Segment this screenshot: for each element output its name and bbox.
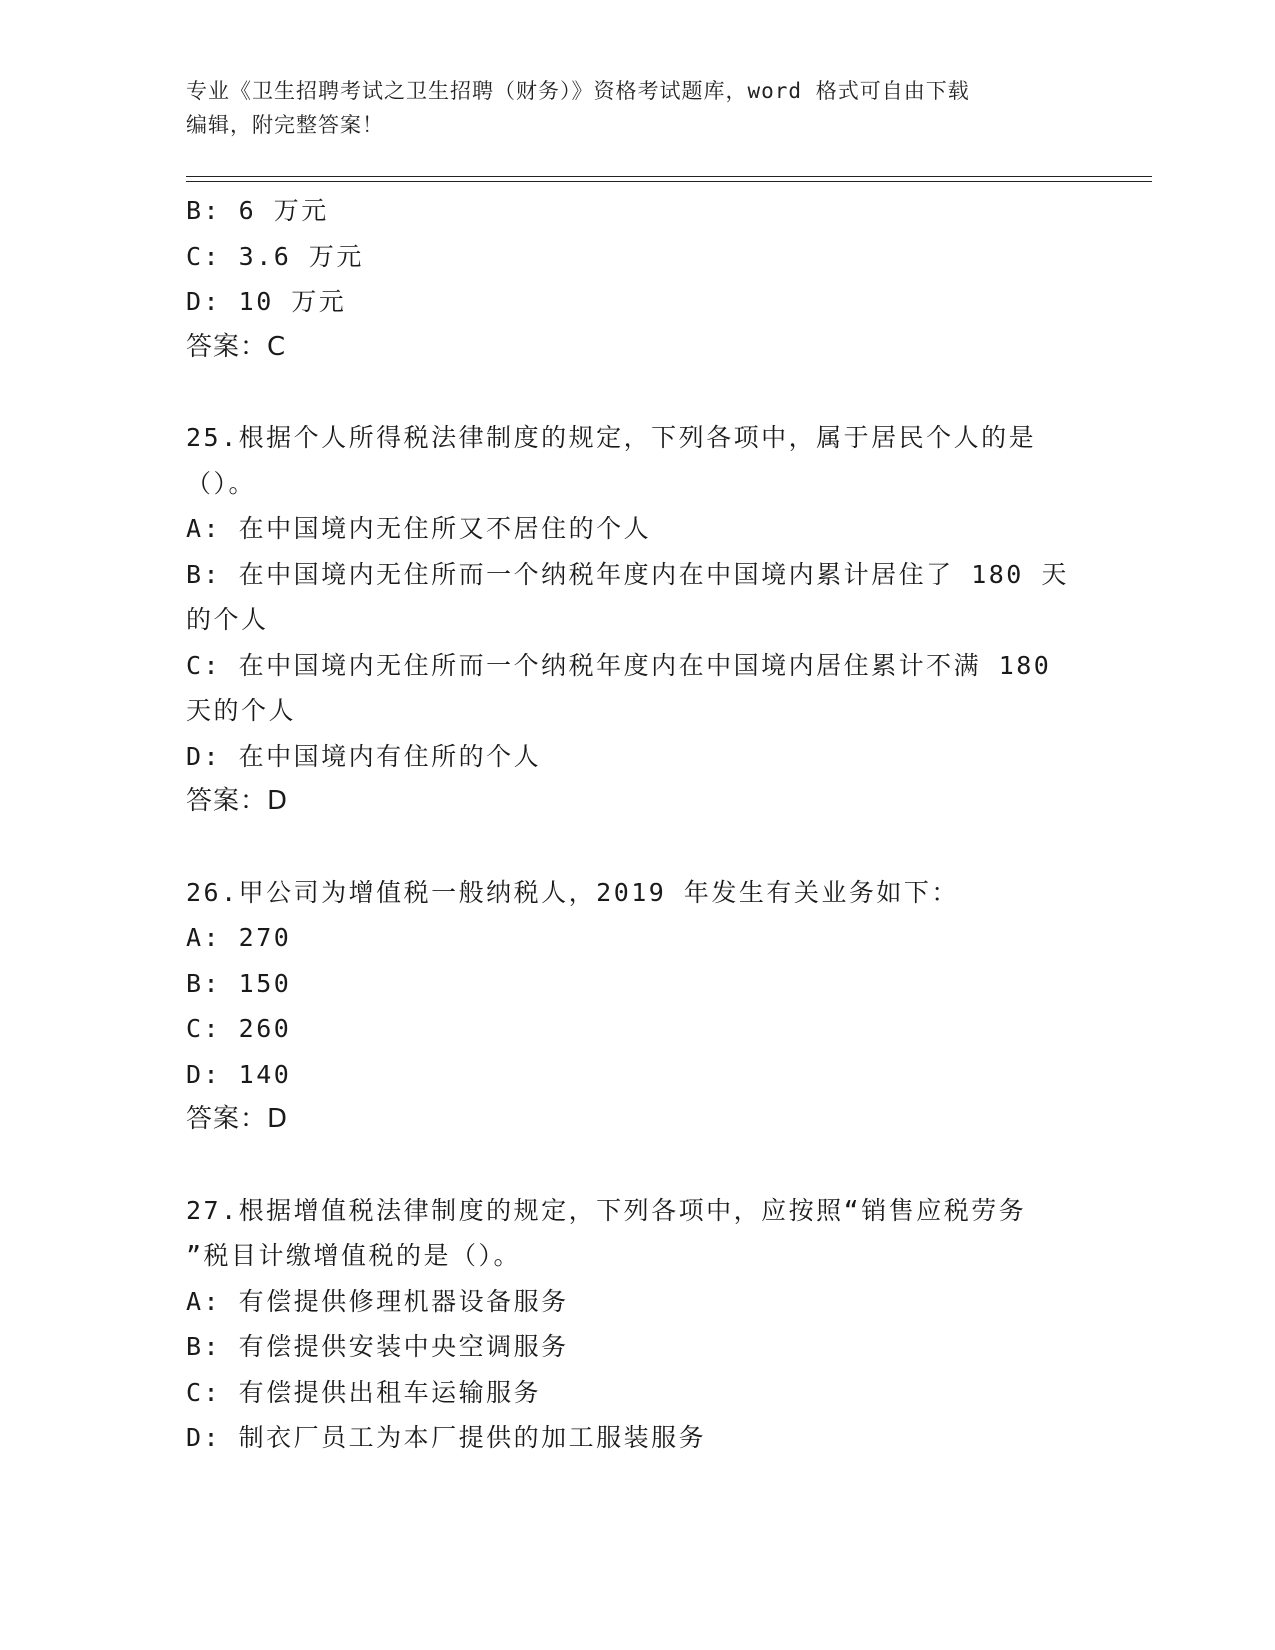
option-d: D: 在中国境内有住所的个人 <box>186 741 542 771</box>
question-stem-line-1: 25.根据个人所得税法律制度的规定，下列各项中，属于居民个人的是 <box>186 423 1037 452</box>
header-title-line-2: 编辑，附完整答案！ <box>186 113 384 137</box>
option-a: A: 在中国境内无住所又不居住的个人 <box>186 514 652 543</box>
answer-line: 答案：D <box>186 1104 289 1134</box>
option-d: D: 10 万元 <box>186 287 347 316</box>
header-divider-top <box>186 176 1152 177</box>
option-a: A: 有偿提供修理机器设备服务 <box>186 1286 569 1316</box>
option-a: A: 270 <box>186 923 292 952</box>
question-25 <box>186 415 1086 825</box>
page-header <box>186 74 1066 142</box>
option-b: B: 150 <box>186 968 292 998</box>
header-divider-bottom <box>186 181 1152 182</box>
question-stem: 26.甲公司为增值税一般纳税人，2019 年发生有关业务如下： <box>186 877 959 907</box>
option-c: C: 有偿提供出租车运输服务 <box>186 1377 542 1407</box>
option-c-line-1: C: 在中国境内无住所而一个纳税年度内在中国境内居住累计不满 180 <box>186 650 1052 680</box>
question-27 <box>186 1188 1086 1461</box>
question-24-continuation <box>186 188 1086 370</box>
option-b-line-1: B: 在中国境内无住所而一个纳税年度内在中国境内累计居住了 180 天 <box>186 559 1069 589</box>
answer-line: 答案：D <box>186 786 289 816</box>
question-stem-line-1: 27.根据增值税法律制度的规定，下列各项中，应按照“销售应税劳务 <box>186 1195 1027 1225</box>
option-b-line-2: 的个人 <box>186 605 269 634</box>
question-26 <box>186 870 1086 1143</box>
option-b: B: 有偿提供安装中央空调服务 <box>186 1332 569 1361</box>
option-b: B: 6 万元 <box>186 196 329 225</box>
spacer <box>186 370 1086 415</box>
option-c: C: 3.6 万元 <box>186 241 364 271</box>
option-d: D: 制衣厂员工为本厂提供的加工服装服务 <box>186 1423 707 1452</box>
question-stem-line-2: （）。 <box>186 468 257 498</box>
header-title-line-1: 专业《卫生招聘考试之卫生招聘（财务）》资格考试题库，word 格式可自由下载 <box>186 79 970 103</box>
answer-line: 答案：C <box>186 331 287 362</box>
option-c: C: 260 <box>186 1014 292 1043</box>
option-c-line-2: 天的个人 <box>186 696 297 725</box>
question-stem-line-2: ”税目计缴增值税的是（）。 <box>186 1241 522 1270</box>
spacer <box>186 1143 1086 1188</box>
spacer <box>186 825 1086 870</box>
question-content <box>186 188 1086 1461</box>
option-d: D: 140 <box>186 1059 292 1089</box>
